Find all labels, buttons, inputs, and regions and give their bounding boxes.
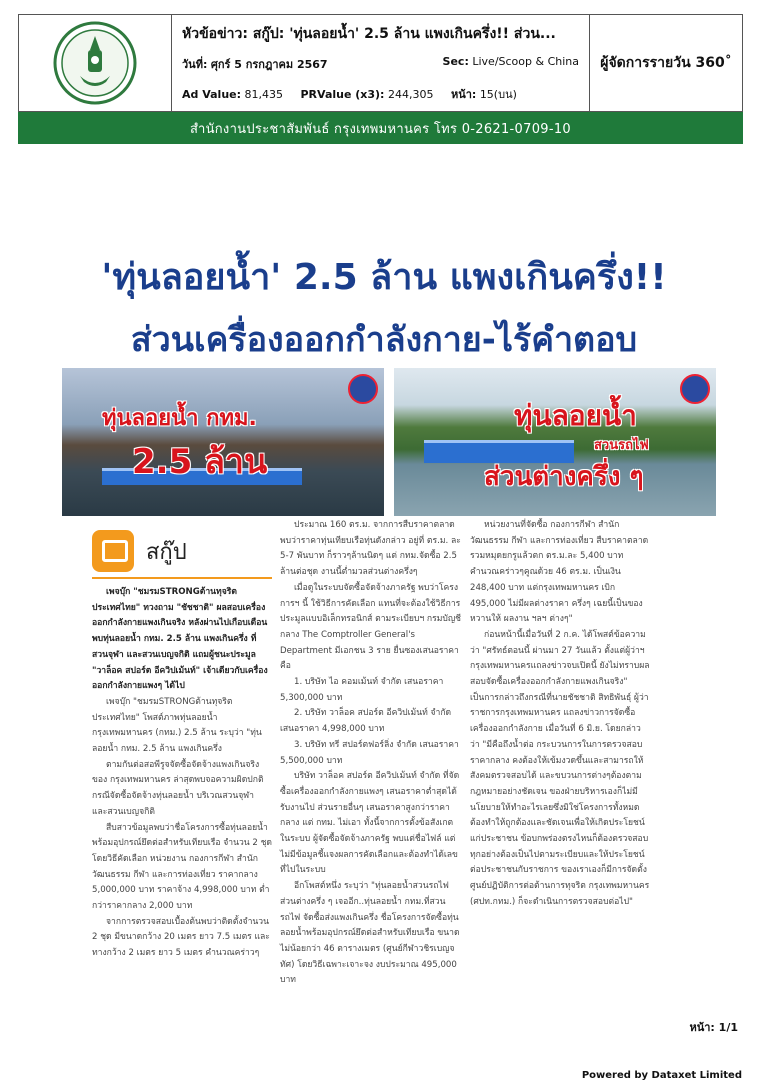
date-label: วันที่: <box>182 58 208 71</box>
article-column-3 <box>470 518 650 911</box>
photo2-caption-line1: ทุ่นลอยน้ำ <box>514 399 637 432</box>
ad-value: 81,435 <box>244 88 284 101</box>
article-title-line1: 'ทุ่นลอยน้ำ' 2.5 ล้าน แพงเกินครึ่ง!! <box>101 257 667 298</box>
ad-value-label: Ad Value: <box>182 88 242 101</box>
article-paragraph: 3. บริษัท ทรี สปอร์ตฟอร์ลิ่ง จำกัด เสนอราคา 5,500,000 บาท <box>280 739 459 766</box>
page-footer-label: หน้า: <box>689 1021 715 1034</box>
photo2-caption-line3: ส่วนต่างครึ่ง ๆ <box>484 462 644 492</box>
article-paragraph: หน่วยงานที่จัดซื้อ กองการกีฬา สำนักวัฒนธรรม กีฬา และการท่องเที่ยว สืบราคาตลาดรวมหมุดยกรูแล้วตก ตร.ม.ละ 5,400 บาท คำนวณคร่าวๆคูณด้วย 46 ตร.ม. เป็นเงิน 248,400 บาท แต่กรุงเทพมหานคร เบิก 495,000 ไม่มีผลต่างราคา ครึ่งๆ เฉยนี้เป็นของหวานให้ ผลงาน ฯลฯ ต่างๆ" <box>470 520 649 625</box>
article-paragraph: สืบสาวข้อมูลพบว่าชื่อโครงการซื้อทุ่นลอยน้ำพร้อมอุปกรณ์ยึดต่อสำหรับเทียบเรือ จำนวน 2 ชุด โดยวิธีคัดเลือก หน่วยงาน กองการกีฬา สำนักวัฒนธรรม กีฬา และการท่องเที่ยว ราคากลาง 5,000,000 บาท ราคาจ้าง 4,998,000 บาท ต่ำกว่าราคากลาง 2,000 บาท <box>92 822 272 912</box>
bma-logo-cell <box>19 15 172 111</box>
section-row <box>443 55 579 68</box>
sec-value: Live/Scoop & China <box>472 55 579 68</box>
headline-label: หัวข้อข่าว: <box>182 26 248 42</box>
article-title-line2: ส่วนเครื่องออกกำลังกาย-ไร้คำตอบ <box>130 320 638 360</box>
clipping-meta <box>172 15 590 111</box>
page-value: 15(บน) <box>479 88 517 101</box>
photo1-caption-line1: ทุ่นลอยน้ำ กทม. <box>102 406 257 431</box>
pr-value-label: PRValue (x3): <box>300 88 385 101</box>
page-footer-number <box>689 1018 738 1036</box>
article-paragraph: 1. บริษัท ไอ คอมเม้นท์ จำกัด เสนอราคา 5,300,000 บาท <box>280 677 444 703</box>
article-paragraph: 2. บริษัท วาล็อค สปอร์ต อีควิปเม้นท์ จำกัด เสนอราคา 4,998,000 บาท <box>280 708 452 735</box>
agency-bar: สำนักงานประชาสัมพันธ์ กรุงเทพมหานคร โทร 0-2621-0709-10 <box>18 112 743 144</box>
photo1-caption-line2: 2.5 ล้าน <box>132 442 268 482</box>
page-label: หน้า: <box>450 88 477 101</box>
article-paragraph: ประมาณ 160 ตร.ม. จากการสืบราคาตลาดพบว่าราคาทุ่นเทียบเรือทุ่นดังกล่าว อยู่ที่ ตร.ม. ละ 5-7 พันบาท ก็ราวๆล้านนิดๆ แต่ กทม.จัดซื้อ 2.5 ล้านต่อชุด งานนี้ต่ำมวลส่วนต่างครึ่งๆ <box>280 520 461 578</box>
pr-value: 244,305 <box>387 88 434 101</box>
sec-label: Sec: <box>442 55 469 68</box>
article-paragraph: เพจบุ๊ก "ชมรมSTRONGต้านทุจริตประเทศไทย" โพสต์ภาพทุ่นลอยน้ำกรุงเทพมหานคร (กทม.) 2.5 ล้าน ระบุว่า "ทุ่นลอยน้ำ กทม. 2.5 ล้าน แพงเกินครึ่ง <box>92 696 262 755</box>
section-underline <box>92 577 272 579</box>
photo2-caption-line2: สวนรถไฟ <box>594 438 649 453</box>
article-column-1 <box>92 585 272 962</box>
clipping-header <box>18 14 743 112</box>
article-paragraph: จากการตรวจสอบเบื้องต้นพบว่าติดตั้งจำนวน 2 ชุด มีขนาดกว้าง 20 เมตร ยาว 7.5 เมตร และทางกว้าง 2 เมตร ยาว 5 เมตร คำนวณคร่าวๆ <box>92 916 270 959</box>
date-value: ศุกร์ 5 กรกฎาคม 2567 <box>210 58 328 71</box>
chat-bubble-icon <box>92 530 134 572</box>
source-publication: ผู้จัดการรายวัน 360˚ <box>600 55 732 71</box>
page-footer-value: 1/1 <box>718 1021 738 1034</box>
photo-channel-badge-icon <box>348 374 378 404</box>
section-tag <box>92 530 187 572</box>
article-paragraph: เมื่อดูในระบบจัดซื้อจัดจ้างภาครัฐ พบว่าโครงการฯ นี้ ใช้วิธีการคัดเลือก แทนที่จะต้องใช้วิธีการประมูลแบบอิเล็กทรอนิกส์ ตามระเบียบฯ กรมบัญชีกลาง The Comptroller General's Department มีเอกชน 3 ราย ยื่นซองเสนอราคา คือ <box>280 582 461 672</box>
headline-row <box>182 23 581 45</box>
photo-bangkok-float <box>62 368 384 516</box>
photo-rotfai-park-float <box>394 368 716 516</box>
value-row <box>182 85 581 103</box>
article-paragraph: ตามกันต่อสอพีรูจจัดซื้อจัดจ้างแพงเกินจริง ของ กรุงเทพมหานคร ล่าสุดพบจอความผิดปกติกรณีจัดซื้อจัดจ้างทุ่นลอยน้ำ บริเวณสวนจุฬา และสวนเบญจกิติ <box>92 759 264 817</box>
photo-channel-badge-icon <box>680 374 710 404</box>
bma-seal-logo <box>52 20 138 106</box>
headline-text: สกู๊ป: 'ทุ่นลอยน้ำ' 2.5 ล้าน แพงเกินครึ่ง!! ส่วน... <box>252 26 556 42</box>
article-paragraph: บริษัท วาล็อค สปอร์ต อีควิปเม้นท์ จำกัด ที่จัดซื้อเครื่องออกกำลังกายแพงๆ เสนอราคาต่ำสุดได้รับงานไป ส่วนรายอื่นๆ เสนอราคาสูงกว่าราคากลาง แต่ กทม. ไม่เอา ทั้งนี้จากการตั้งข้อสังเกตในระบบ ผู้จัดซื้อจัดจ้างภาครัฐ พบแต่ชื่อไฟล์ แต่ไม่มีข้อมูลชี้แจงผลการคัดเลือกและต้องทำได้เลขที่ไปในระบบ <box>280 771 460 876</box>
article-paragraph: ก่อนหน้านี้เมื่อวันที่ 2 ก.ค. ได้โพสต์ข้อความว่า "ศรัทธ์ตอนนี้ ผ่านมา 27 วันแล้ว ตั้งแต่ผู้ว่าฯ กรุงเทพมหานครแถลงข่าวจบเปิดนี้ ยังไม่ทราบผลสอบจัดซื้อเครื่องออกกำลังกายแพงเกินจริง" เป็นการกล่าวถึงกรณีที่นายชัชชาติ สิทธิพันธุ์ ผู้ว่าราชการกรุงเทพมหานคร แถลงข่าวการจัดซื้อเครื่องออกกำลังกาย เมื่อวันที่ 6 มิ.ย. โดยกล่าวว่า "มีคือถึงน้ำต่อ กระบวนการในการตรวจสอบราคากลาง คงต้องให้เข้มงวดขึ้นและสามารถให้สังคมตรวจสอบได้ และขบวนการต่างๆต้องตามกฎหมายอย่างชัดเจน ของฝ่ายบริหารเองก็ไม่มีนโยบายให้ทำอะไรเลยซึ่งมิใช่โครงการทั้งหมด ต้องทำให้ถูกต้องและชัดเจนเพื่อให้เกิดประโยชน์แก่ประชาชน ข้อบกพร่องตรงไหนก็ต้องตรวจสอบ ทุกอย่างต้องเป็นไปตามระเบียบและให้ประโยชน์ต่อประชาชนกับราชการ ของเราเองก็มีการจัดตั้งศูนย์ปฏิบัติการต่อต้านการทุจริต กรุงเทพมหานคร (ศปท.กทม.) ก็จะดำเนินการตรวจสอบต่อไป" <box>470 629 650 907</box>
article-paragraph: อีกโพสต์หนึ่ง ระบุว่า "ทุ่นลอยน้ำสวนรถไฟ ส่วนต่างครึ่ง ๆ เจออีก..ทุ่นลอยน้ำ กทม.ที่สวนรถไฟ จัดซื้อส่งแพงเกินครึ่ง ชื่อโครงการจัดซื้อทุ่นลอยน้ำพร้อมอุปกรณ์ยึดต่อสำหรับเทียบเรือ ขนาดไม่น้อยกว่า 46 ตารางเมตร (ศูนย์กีฬาวชิรเบญจทัศ) โดยวิธีเฉพาะเจาะจง งบประมาณ 495,000 บาท <box>280 881 460 986</box>
article-column-2 <box>280 518 462 989</box>
section-label: สกู๊ป <box>146 539 187 565</box>
article-paragraph: เพจบุ๊ก "ชมรมSTRONGต้านทุจริตประเทศไทย" ทวงถาม "ชัชชาติ" ผลสอบเครื่องออกกำลังกายแพงเกินจริง หลังผ่านไปเกือบเดือน พบทุ่นลอยน้ำ กทม. 2.5 ล้าน แพงเกินครึ่ง ที่สวนจุฬา และสวนเบญจกิติ แถมผู้ชนะประมูล "วาล็อค สปอร์ต อีควิปเม้นท์" เจ้าเดียวกับเครื่องออกกำลังกายแพงๆ ได้ไป <box>92 587 268 692</box>
powered-by-footer: Powered by Dataxet Limited <box>581 1070 742 1081</box>
